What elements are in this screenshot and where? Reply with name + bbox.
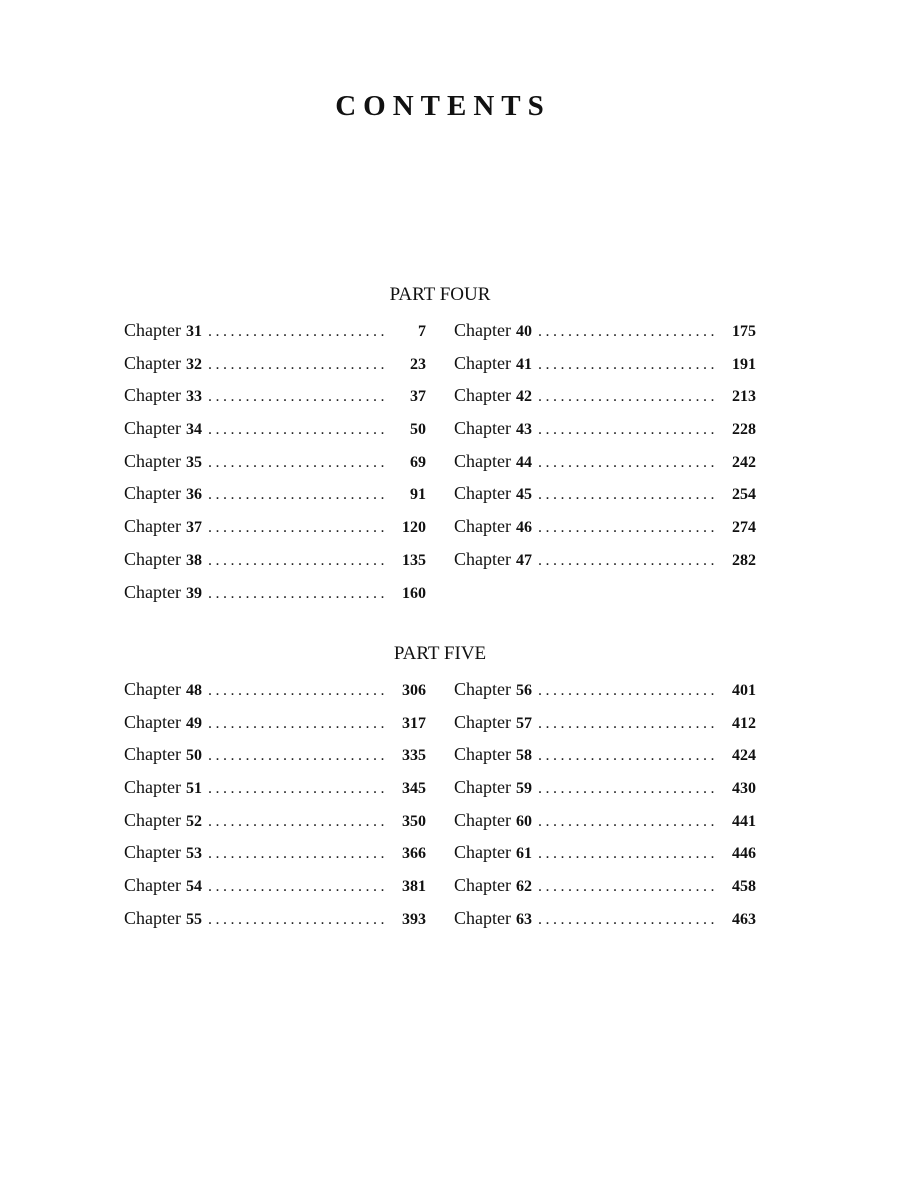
- dot-leader: [208, 545, 384, 578]
- toc-entry: [124, 706, 426, 739]
- chapter-label: Chapter: [124, 418, 181, 439]
- page-number: 254: [732, 486, 756, 504]
- chapter-number: 31: [185, 323, 202, 340]
- chapter-label: Chapter: [124, 450, 181, 471]
- page-number: 463: [732, 910, 756, 928]
- dot-leader: [208, 871, 384, 904]
- page-number: 37: [410, 388, 426, 406]
- chapter-number: 45: [515, 486, 532, 504]
- page-number: 366: [402, 845, 426, 863]
- chapter-number: 50: [185, 747, 202, 765]
- chapter-number: 60: [515, 812, 532, 830]
- chapter-label: Chapter: [454, 711, 511, 732]
- part-five-section: [124, 642, 756, 935]
- chapter-label: Chapter: [454, 809, 511, 830]
- page-number: 69: [410, 453, 426, 471]
- part-title: PART FIVE: [393, 643, 487, 664]
- chapter-number: 49: [185, 714, 202, 732]
- toc-entry: [124, 738, 426, 771]
- page-number: 335: [402, 747, 426, 765]
- chapter-number: 44: [515, 453, 532, 471]
- chapter-label: Chapter: [454, 777, 511, 798]
- toc-entry: [124, 314, 426, 347]
- page-number: 446: [732, 845, 756, 863]
- toc-columns: [124, 673, 756, 935]
- chapter-number: 48: [185, 682, 202, 699]
- toc-entry: [454, 706, 756, 739]
- chapter-number: 53: [185, 845, 202, 863]
- toc-entry: [454, 869, 756, 902]
- page-number: 135: [402, 551, 426, 569]
- toc-entry: [454, 902, 756, 935]
- page-number: 282: [732, 551, 756, 569]
- dot-leader: [208, 806, 384, 839]
- chapter-number: 52: [185, 812, 202, 830]
- toc-entry: [454, 738, 756, 771]
- toc-entry: [124, 445, 426, 478]
- chapter-number: 47: [515, 551, 532, 569]
- chapter-number: 36: [185, 486, 202, 504]
- chapter-label: Chapter: [124, 809, 181, 830]
- chapter-number: 43: [515, 421, 532, 439]
- toc-entry: [124, 510, 426, 543]
- dot-leader: [208, 740, 384, 773]
- chapter-label: Chapter: [454, 907, 511, 928]
- chapter-label: Chapter: [454, 320, 511, 340]
- chapter-label: Chapter: [454, 450, 511, 471]
- page-number: 7: [418, 323, 426, 340]
- chapter-label: Chapter: [124, 581, 181, 602]
- toc-column-left: [124, 673, 426, 935]
- toc-columns: [124, 314, 756, 608]
- page-number: 458: [732, 878, 756, 896]
- chapter-number: 58: [515, 747, 532, 765]
- dot-leader: [538, 349, 714, 382]
- toc-entry: [124, 771, 426, 804]
- chapter-label: Chapter: [124, 679, 181, 699]
- chapter-label: Chapter: [454, 418, 511, 439]
- chapter-number: 59: [515, 780, 532, 798]
- dot-leader: [538, 806, 714, 839]
- page-number: 350: [402, 812, 426, 830]
- dot-leader: [208, 773, 384, 806]
- page-title: CONTENTS: [335, 90, 551, 122]
- chapter-number: 37: [185, 519, 202, 537]
- chapter-label: Chapter: [124, 548, 181, 569]
- page-number: 381: [402, 878, 426, 896]
- chapter-number: 33: [185, 388, 202, 406]
- dot-leader: [208, 675, 384, 708]
- page-number: 120: [402, 519, 426, 537]
- toc-entry: [454, 836, 756, 869]
- dot-leader: [208, 578, 384, 611]
- toc-entry: [454, 445, 756, 478]
- toc-entry: [124, 477, 426, 510]
- dot-leader: [538, 545, 714, 578]
- chapter-number: 56: [515, 682, 532, 699]
- chapter-label: Chapter: [454, 385, 511, 406]
- toc-entry: [124, 836, 426, 869]
- chapter-number: 54: [185, 878, 202, 896]
- dot-leader: [208, 447, 384, 480]
- dot-leader: [208, 349, 384, 382]
- dot-leader: [208, 838, 384, 871]
- chapter-label: Chapter: [124, 516, 181, 537]
- part-four-section: [124, 283, 756, 608]
- chapter-number: 41: [515, 355, 532, 373]
- chapter-number: 42: [515, 388, 532, 406]
- chapter-label: Chapter: [124, 352, 181, 373]
- chapter-number: 34: [185, 421, 202, 439]
- chapter-label: Chapter: [454, 875, 511, 896]
- page-number: 50: [410, 421, 426, 439]
- toc-entry: [124, 543, 426, 576]
- toc-entry: [124, 902, 426, 935]
- chapter-label: Chapter: [454, 352, 511, 373]
- toc-column-right: [454, 673, 756, 935]
- chapter-label: Chapter: [124, 875, 181, 896]
- chapter-number: 63: [515, 910, 532, 928]
- dot-leader: [538, 904, 714, 937]
- page-number: 306: [402, 682, 426, 699]
- dot-leader: [538, 316, 714, 349]
- page-number: 228: [732, 421, 756, 439]
- chapter-number: 35: [185, 453, 202, 471]
- dot-leader: [538, 708, 714, 741]
- dot-leader: [208, 904, 384, 937]
- toc-entry: [124, 576, 426, 609]
- chapter-label: Chapter: [124, 777, 181, 798]
- page-number: 412: [732, 714, 756, 732]
- chapter-number: 39: [185, 584, 202, 602]
- chapter-label: Chapter: [454, 744, 511, 765]
- toc-entry: [454, 804, 756, 837]
- toc-entry: [454, 477, 756, 510]
- page-number: 393: [402, 910, 426, 928]
- page-number: 242: [732, 453, 756, 471]
- dot-leader: [208, 479, 384, 512]
- chapter-label: Chapter: [124, 744, 181, 765]
- toc-entry: [454, 314, 756, 347]
- toc-entry: [454, 347, 756, 380]
- chapter-label: Chapter: [454, 548, 511, 569]
- page-number: 401: [732, 682, 756, 699]
- toc-entry: [124, 673, 426, 706]
- chapter-number: 55: [185, 910, 202, 928]
- dot-leader: [538, 838, 714, 871]
- page-number: 191: [732, 355, 756, 373]
- dot-leader: [538, 414, 714, 447]
- chapter-number: 32: [185, 355, 202, 373]
- chapter-label: Chapter: [124, 483, 181, 504]
- dot-leader: [538, 381, 714, 414]
- dot-leader: [538, 871, 714, 904]
- page-number: 175: [732, 323, 756, 340]
- chapter-label: Chapter: [124, 907, 181, 928]
- part-title: PART FOUR: [389, 284, 491, 305]
- page-number: 441: [732, 812, 756, 830]
- chapter-number: 61: [515, 845, 532, 863]
- chapter-label: Chapter: [124, 320, 181, 340]
- chapter-label: Chapter: [454, 483, 511, 504]
- page-number: 345: [402, 780, 426, 798]
- dot-leader: [208, 512, 384, 545]
- page-number: 213: [732, 388, 756, 406]
- chapter-number: 38: [185, 551, 202, 569]
- chapter-label: Chapter: [454, 679, 511, 699]
- page-number: 91: [410, 486, 426, 504]
- page-number: 430: [732, 780, 756, 798]
- toc-entry: [454, 673, 756, 706]
- dot-leader: [208, 316, 384, 349]
- toc-column-left: [124, 314, 426, 608]
- chapter-number: 46: [515, 519, 532, 537]
- dot-leader: [538, 740, 714, 773]
- toc-entry: [124, 347, 426, 380]
- toc-entry: [454, 510, 756, 543]
- toc-entry: [454, 543, 756, 576]
- chapter-number: 57: [515, 714, 532, 732]
- page-number: 317: [402, 714, 426, 732]
- toc-entry: [124, 412, 426, 445]
- page-number: 23: [410, 355, 426, 373]
- dot-leader: [208, 381, 384, 414]
- page-number: 160: [402, 584, 426, 602]
- toc-column-right: [454, 314, 756, 608]
- chapter-label: Chapter: [124, 385, 181, 406]
- chapter-number: 40: [515, 323, 532, 340]
- dot-leader: [538, 512, 714, 545]
- chapter-label: Chapter: [124, 711, 181, 732]
- dot-leader: [208, 708, 384, 741]
- chapter-label: Chapter: [454, 842, 511, 863]
- toc-entry: [454, 771, 756, 804]
- dot-leader: [538, 773, 714, 806]
- toc-entry: [124, 379, 426, 412]
- page-number: 424: [732, 747, 756, 765]
- chapter-number: 62: [515, 878, 532, 896]
- toc-entry: [124, 804, 426, 837]
- dot-leader: [538, 675, 714, 708]
- dot-leader: [538, 479, 714, 512]
- chapter-label: Chapter: [454, 516, 511, 537]
- page-number: 274: [732, 519, 756, 537]
- toc-entry: [454, 379, 756, 412]
- toc-entry: [454, 412, 756, 445]
- chapter-label: Chapter: [124, 842, 181, 863]
- dot-leader: [208, 414, 384, 447]
- toc-entry: [124, 869, 426, 902]
- dot-leader: [538, 447, 714, 480]
- chapter-number: 51: [185, 780, 202, 798]
